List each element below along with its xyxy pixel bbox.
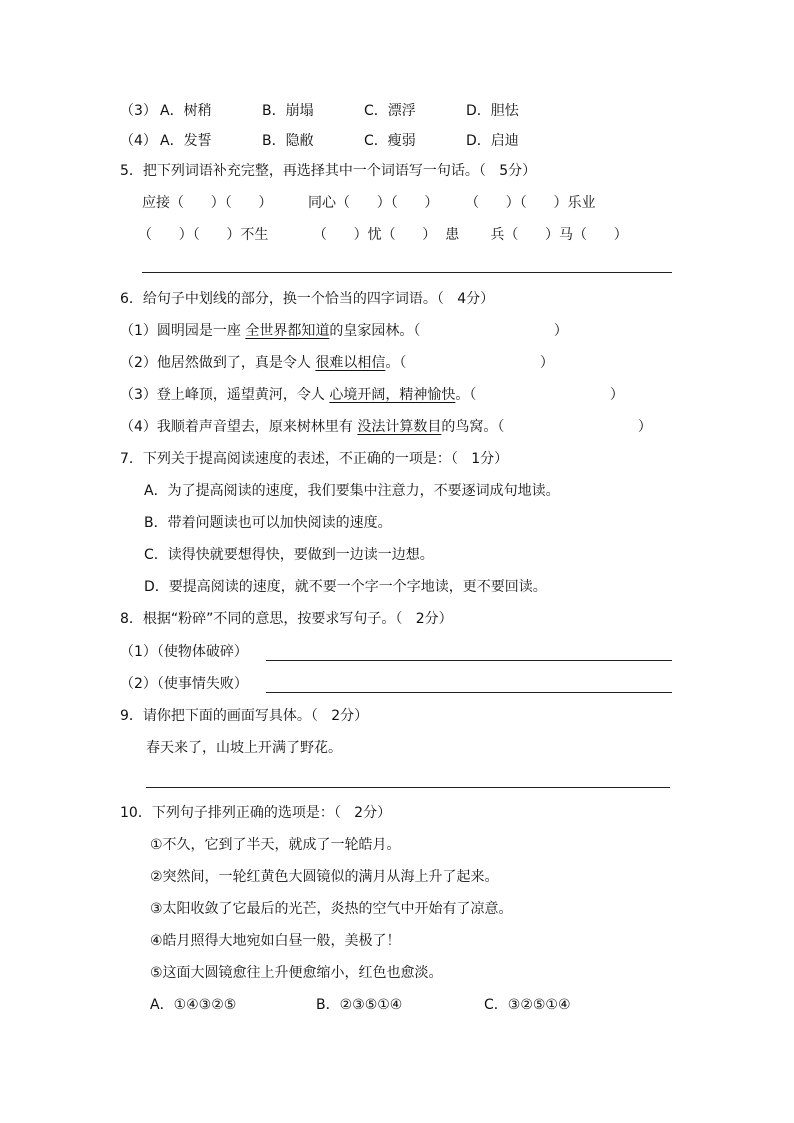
q9-title: 9．请你把下面的画面写具体。（ 2分） — [120, 708, 369, 724]
q8-answer-line-1[interactable] — [266, 660, 672, 661]
q6-sentence-3 — [120, 386, 624, 404]
q6-s4-post: 的鸟窝。（ ） — [441, 419, 652, 435]
q10-title: 10．下列句子排列正确的选项是：（ 2分） — [120, 805, 392, 821]
q6-sentence-2 — [120, 354, 554, 372]
q7-option-c: C．读得快就要想得快，要做到一边读一边想。 — [144, 547, 434, 563]
q6-s3-underlined: 心境开阔，精神愉快 — [329, 387, 456, 403]
q6-s2-pre: （2）他居然做到了，真是令人 — [120, 355, 316, 371]
q4-row4-option-d: D．启迪 — [466, 133, 519, 149]
q4-row4-option-b: B．隐敝 — [262, 133, 314, 149]
q10-sentence-1: ①不久，它到了半天，就成了一轮皓月。 — [150, 837, 401, 853]
q5-answer-line[interactable] — [142, 272, 672, 273]
q10-sentence-2: ②突然间，一轮红黄色大圆镜似的满月从海上升了起来。 — [150, 869, 499, 885]
q7-title: 7．下列关于提高阅读速度的表述，不正确的一项是：（ 1分） — [120, 451, 509, 467]
q4-row4-option-c: C．瘦弱 — [364, 133, 416, 149]
q6-title: 6．给句子中划线的部分，换一个恰当的四字词语。（ 4分） — [120, 291, 495, 307]
q6-s1-post: 的皇家园林。（ ） — [329, 323, 568, 339]
q10-option-b: B．②③⑤①④ — [316, 997, 403, 1013]
q4-row4-option-a: A．发誓 — [160, 133, 212, 149]
q7-option-b: B．带着问题读也可以加快阅读的速度。 — [144, 515, 392, 531]
q9-prompt: 春天来了，山坡上开满了野花。 — [146, 740, 342, 756]
q6-s2-post: 。（ ） — [385, 355, 554, 371]
q10-option-a: A．①④③②⑤ — [150, 997, 237, 1013]
q7-option-d: D．要提高阅读的速度，就不要一个字一个字地读，更不要回读。 — [144, 579, 547, 595]
q6-s1-underlined: 全世界都知道 — [245, 323, 330, 339]
q6-s3-pre: （3）登上峰顶，遥望黄河，令人 — [120, 387, 330, 403]
q6-s3-post: 。（ ） — [455, 387, 624, 403]
q8-sentence-1-label: （1）（使物体破碎） — [120, 644, 248, 660]
q4-row3-option-c: C．漂浮 — [364, 103, 416, 119]
q6-s1-pre: （1）圆明园是一座 — [120, 323, 246, 339]
q6-s2-underlined: 很难以相信 — [315, 355, 386, 371]
q8-sentence-2-label: （2）（使事情失败） — [120, 676, 248, 692]
q6-sentence-4 — [120, 418, 652, 436]
q4-row3-option-d: D．胆怯 — [466, 103, 519, 119]
q4-row3-option-a: A．树稍 — [160, 103, 212, 119]
q4-row3-number: （3） — [120, 103, 157, 119]
q5-words-line2: （ ）（ ）不生 （ ）忧（ ） 患 兵（ ）马（ ） — [138, 227, 628, 243]
q10-sentence-5: ⑤这面大圆镜愈往上升便愈缩小，红色也愈淡。 — [150, 965, 443, 981]
q5-words-line1: 应接（ ）（ ） 同心（ ）（ ） （ ）（ ）乐业 — [142, 195, 596, 211]
q6-s4-underlined: 没法计算数目 — [357, 419, 442, 435]
q6-s4-pre: （4）我顺着声音望去，原来树林里有 — [120, 419, 358, 435]
q6-sentence-1 — [120, 322, 568, 340]
q10-sentence-4: ④皓月照得大地宛如白昼一般，美极了！ — [150, 933, 401, 949]
q4-row3-option-b: B．崩塌 — [262, 103, 314, 119]
q9-answer-line[interactable] — [146, 787, 670, 788]
q10-sentence-3: ③太阳收敛了它最后的光芒，炎热的空气中开始有了凉意。 — [150, 901, 513, 917]
q8-title: 8．根据“粉碎”不同的意思，按要求写句子。（ 2分） — [120, 611, 453, 627]
q8-answer-line-2[interactable] — [266, 692, 672, 693]
q7-option-a: A．为了提高阅读的速度，我们要集中注意力，不要逐词成句地读。 — [144, 483, 560, 499]
q5-title: 5．把下列词语补充完整，再选择其中一个词语写一句话。（ 5分） — [120, 163, 537, 179]
q4-row4-number: （4） — [120, 133, 157, 149]
q10-option-c: C．③②⑤①④ — [484, 997, 571, 1013]
